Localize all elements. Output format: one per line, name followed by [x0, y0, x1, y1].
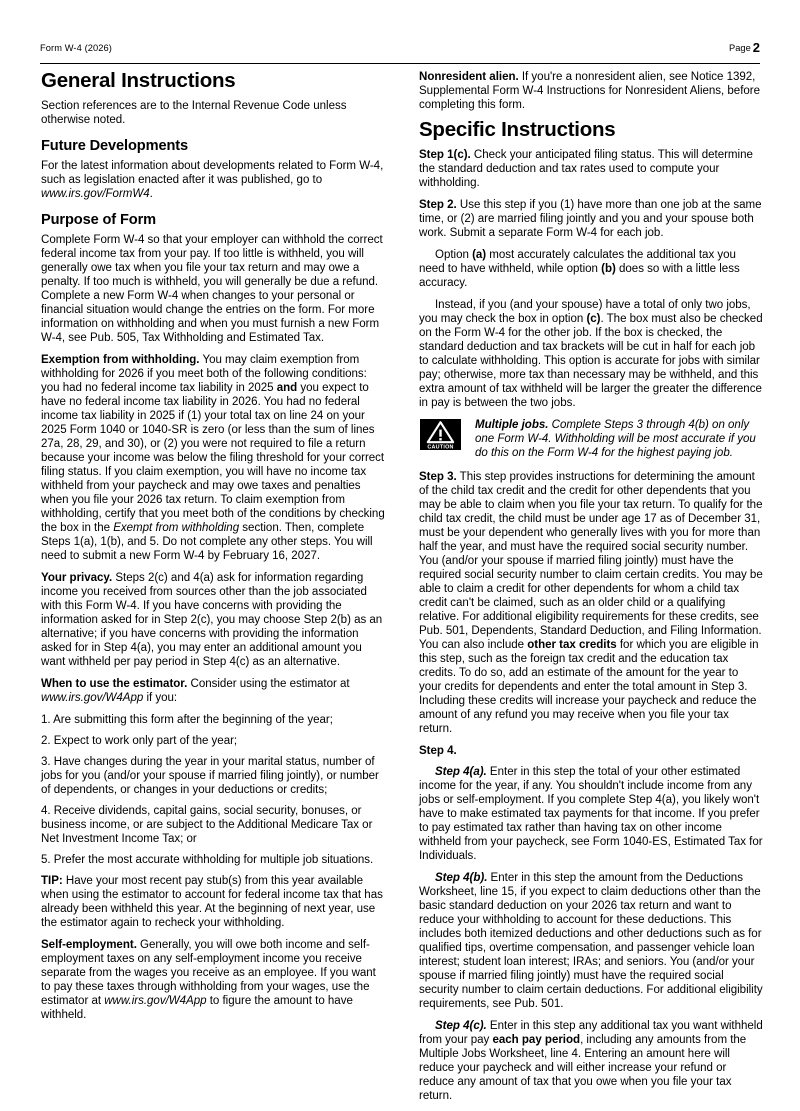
exemption-label: Exemption from withholding.	[41, 353, 200, 366]
future-dev-text-a: For the latest information about developments related to Form W-4, such as legislation enacted after it was published, go to	[41, 159, 384, 186]
exempt-from-withholding-italic: Exempt from withholding	[113, 521, 240, 534]
heading-purpose-of-form: Purpose of Form	[41, 211, 157, 228]
option-ab-text-2: most accurately calculates the additional tax you need to have withheld, while option	[419, 248, 736, 275]
header-divider-rule	[40, 63, 760, 64]
option-a-marker: (a)	[472, 248, 487, 261]
right-column	[419, 70, 763, 1111]
each-pay-period-emphasis: each pay period	[492, 1033, 581, 1046]
paragraph-section-references: Section references are to the Internal Revenue Code unless otherwise noted.	[41, 99, 347, 126]
future-dev-text-b: .	[149, 187, 153, 200]
tip-text: Have your most recent pay stub(s) from this year available when using the estimator to account for federal income tax that has already been withheld this year. At the beginning of next year, use the estimator again to recheck your withholding.	[41, 874, 383, 929]
heading-general-instructions: General Instructions	[41, 69, 236, 92]
list-item: 2. Expect to work only part of the year;	[41, 734, 238, 747]
heading-future-developments: Future Developments	[41, 137, 188, 154]
paragraph-purpose-of-form: Complete Form W-4 so that your employer can withhold the correct federal income tax from your pay. If too little is withheld, you will generally owe tax when you file your tax return and may owe a penalty. If too much is withheld, you will generally be due a refund. Complete a new Form W-4 when changes to your personal or financial situation would change the entries on the form. For more information on withholding and when you must furnish a new Form W-4, see Pub. 505, Tax Withholding and Estimated Tax.	[41, 233, 383, 344]
step-4a-text: Enter in this step the total of your other estimated income for the year, if any. You shouldn't include income from any jobs or self-employment. If you complete Step 4(a), you likely won't have to make estimated tax payments for that income. If you prefer to pay estimated tax rather than having tax on other income withheld from your paycheck, see Form 1040-ES, Estimated Tax for Individuals.	[419, 765, 763, 862]
paragraph-nonresident-alien	[419, 70, 763, 112]
multiple-jobs-label: Multiple jobs.	[475, 418, 549, 431]
self-employment-text-1: Generally, you will owe both income and self-employment taxes on any self-employment income you receive separate from the wages you receive as an employee. If you want to pay these taxes through withholding from your wages, use the estimator at	[41, 938, 376, 1007]
caution-callout-multiple-jobs	[419, 418, 763, 462]
paragraph-exemption-from-withholding	[41, 353, 385, 563]
body-columns	[41, 70, 763, 1111]
step-1c-text: Check your anticipated filing status. This will determine the standard deduction and tax rates used to compute your withholding.	[419, 148, 753, 189]
step-4c-label: Step 4(c).	[435, 1019, 487, 1032]
option-c-text-2: . The box must also be checked on the Form W-4 for the other job. If the box is checked, the standard deduction and tax brackets will be cut in half for each job to calculate withholding. This option is accurate for jobs with similar pay; otherwise, more tax than necessary may be withheld, and this extra amount of tax withheld will be larger the greater the difference in pay is between the two jobs.	[419, 312, 763, 409]
privacy-label: Your privacy.	[41, 571, 113, 584]
form-identifier: Form W-4 (2026)	[40, 43, 112, 53]
paragraph-self-employment	[41, 938, 385, 1022]
paragraph-step-3	[419, 470, 763, 736]
option-ab-text-3: does so with a little less accuracy.	[419, 262, 740, 289]
step-3-label: Step 3.	[419, 470, 457, 483]
paragraph-when-to-use-estimator	[41, 677, 385, 705]
list-item: 3. Have changes during the year in your marital status, number of jobs for you (and/or your spouse if married filing jointly), or number of dependents, or changes in your deductions or credits;	[41, 755, 379, 796]
step-4-label: Step 4.	[419, 744, 457, 757]
step-4b-text: Enter in this step the amount from the Deductions Worksheet, line 15, if you expect to claim deductions other than the basic standard deduction on your 2026 tax return and want to reduce your withholding to account for these deductions. This includes both itemized deductions and other deductions such as for qualified tips, overtime compensation, and passenger vehicle loan interest; student loan interest; IRAs; and seniors. You (and/or your spouse if married filing jointly) must have the required social security number to claim certain deductions. For additional eligibility requirements, see Pub. 501.	[419, 871, 763, 1010]
svg-text:CAUTION: CAUTION	[427, 444, 454, 450]
step-2-text: Use this step if you (1) have more than one job at the same time, or (2) are married filing jointly and you and your spouse both work. Submit a separate Form W-4 for each job.	[419, 198, 762, 239]
step-3-text-1: This step provides instructions for determining the amount of the child tax credit and the credit for other dependents that you may be able to claim when you file your tax return. To qualify for the child tax credit, the child must be under age 17 as of December 31, must be your dependent who generally lives with you for more than half the year, and must have the required social security number. You (and/or your spouse if married filing jointly) must have the required social security number to claim certain credits. You may be able to claim a credit for other dependents for whom a child tax credit can't be claimed, such as an older child or a qualifying relative. For additional eligibility requirements for these credits, see Pub. 501, Dependents, Standard Deduction, and Filing Information. You can also include	[419, 470, 763, 651]
list-item: 4. Receive dividends, capital gains, social security, bonuses, or business income, or are subject to the Additional Medicare Tax or Net Investment Income Tax; or	[41, 804, 373, 845]
tip-label: TIP:	[41, 874, 63, 887]
page-header	[40, 42, 760, 64]
heading-specific-instructions: Specific Instructions	[419, 118, 616, 141]
caution-icon	[420, 419, 461, 450]
step-4c-text-1: Enter in this step any additional tax you want withheld from your pay	[419, 1019, 763, 1046]
step-3-text-2: for which you are eligible in this step, such as the foreign tax credit and the education tax credits. To do so, add an estimate of the amount for the year to your credits for dependents and enter the total amount in Step 3. Including these credits will increase your paycheck and reduce the amount of any refund you may receive when you file your tax return.	[419, 638, 759, 735]
irs-w4app-url-1: www.irs.gov/W4App	[41, 691, 144, 704]
paragraph-tip	[41, 874, 385, 930]
estimator-label: When to use the estimator.	[41, 677, 188, 690]
nonresident-label: Nonresident alien.	[419, 71, 519, 83]
left-column	[41, 70, 385, 1030]
paragraph-future-developments	[41, 159, 385, 201]
step-4a-label: Step 4(a).	[435, 765, 487, 778]
paragraph-option-c	[419, 298, 763, 410]
step-4c-text-2: , including any amounts from the Multiple Jobs Worksheet, line 4. Entering an amount here will reduce your paycheck and will either increase your refund or reduce any amount of tax that you owe when you file your tax return.	[419, 1033, 747, 1102]
multiple-jobs-text: Complete Steps 3 through 4(b) on only one Form W-4. Withholding will be most accurate if you do this on the Form W-4 for the highest paying job.	[475, 418, 756, 459]
list-item: 5. Prefer the most accurate withholding for multiple job situations.	[41, 853, 374, 866]
privacy-text: Steps 2(c) and 4(a) ask for information regarding income you received from sources other than the job associated with this Form W-4. If you have concerns with providing the information asked for in Step 2(c), you may choose Step 2(b) as an alternative; if you have concerns with providing the information asked for in Step 4(a), you may enter an additional amount you want withheld per pay period in Step 4(c) as an alternative.	[41, 571, 383, 668]
paragraph-step-1c	[419, 148, 763, 190]
exemption-and-emphasis: and	[276, 381, 298, 394]
paragraph-step-2	[419, 198, 763, 240]
paragraph-step-4a	[419, 765, 763, 863]
paragraph-step-4-heading	[419, 744, 763, 758]
exemption-text-3: section. Then, complete Steps 1(a), 1(b), and 5. Do not complete any other steps. You will need to submit a new Form W-4 by February 16, 2027.	[41, 521, 373, 562]
option-c-text-1: Instead, if you (and your spouse) have a total of only two jobs, you may check the box in option	[419, 298, 751, 325]
irs-formw4-url: www.irs.gov/FormW4	[41, 187, 150, 200]
option-b-marker: (b)	[601, 262, 616, 275]
paragraph-step-4b	[419, 871, 763, 1011]
self-employment-label: Self-employment.	[41, 938, 137, 951]
exemption-text-2: you expect to have no federal income tax liability in 2026. You had no federal income tax liability in 2025 if (1) your total tax on line 24 on your 2025 Form 1040 or 1040-SR is zero (or less than the sum of lines 27a, 28, 29, and 30), or (2) you were not required to file a return because your income was below the filing threshold for your correct filing status. If you claim exemption, you will have no income tax withheld from your paycheck and may owe taxes and penalties when you file your 2026 tax return. To claim exemption from withholding, certify that you meet both of the conditions by checking the box in the	[41, 381, 385, 534]
paragraph-your-privacy	[41, 571, 385, 669]
self-employment-text-2: to figure the amount to have withheld.	[41, 994, 353, 1021]
step-2-label: Step 2.	[419, 198, 457, 211]
list-item: 1. Are submitting this form after the beginning of the year;	[41, 713, 333, 726]
exemption-text-1: You may claim exemption from withholding for 2026 if you meet both of the following conditions: you had no federal income tax liability in 2025	[41, 353, 367, 394]
estimator-text-1: Consider using the estimator at	[187, 677, 350, 690]
option-c-marker: (c)	[586, 312, 601, 325]
paragraph-multiple-jobs	[475, 418, 763, 460]
irs-w4app-url-2: www.irs.gov/W4App	[104, 994, 207, 1007]
page-number: 2	[752, 40, 760, 55]
nonresident-text: If you're a nonresident alien, see Notice 1392, Supplemental Form W-4 Instructions for Nonresident Aliens, before completing this form.	[419, 71, 761, 111]
step-4b-label: Step 4(b).	[435, 871, 488, 884]
step-1c-label: Step 1(c).	[419, 148, 471, 161]
page-word: Page	[729, 43, 751, 53]
estimator-text-2: if you:	[143, 691, 178, 704]
option-ab-text-1: Option	[435, 248, 473, 261]
other-tax-credits-emphasis: other tax credits	[527, 638, 617, 651]
paragraph-option-a-b	[419, 248, 763, 290]
paragraph-step-4c	[419, 1019, 763, 1103]
page-number-label	[729, 42, 760, 54]
